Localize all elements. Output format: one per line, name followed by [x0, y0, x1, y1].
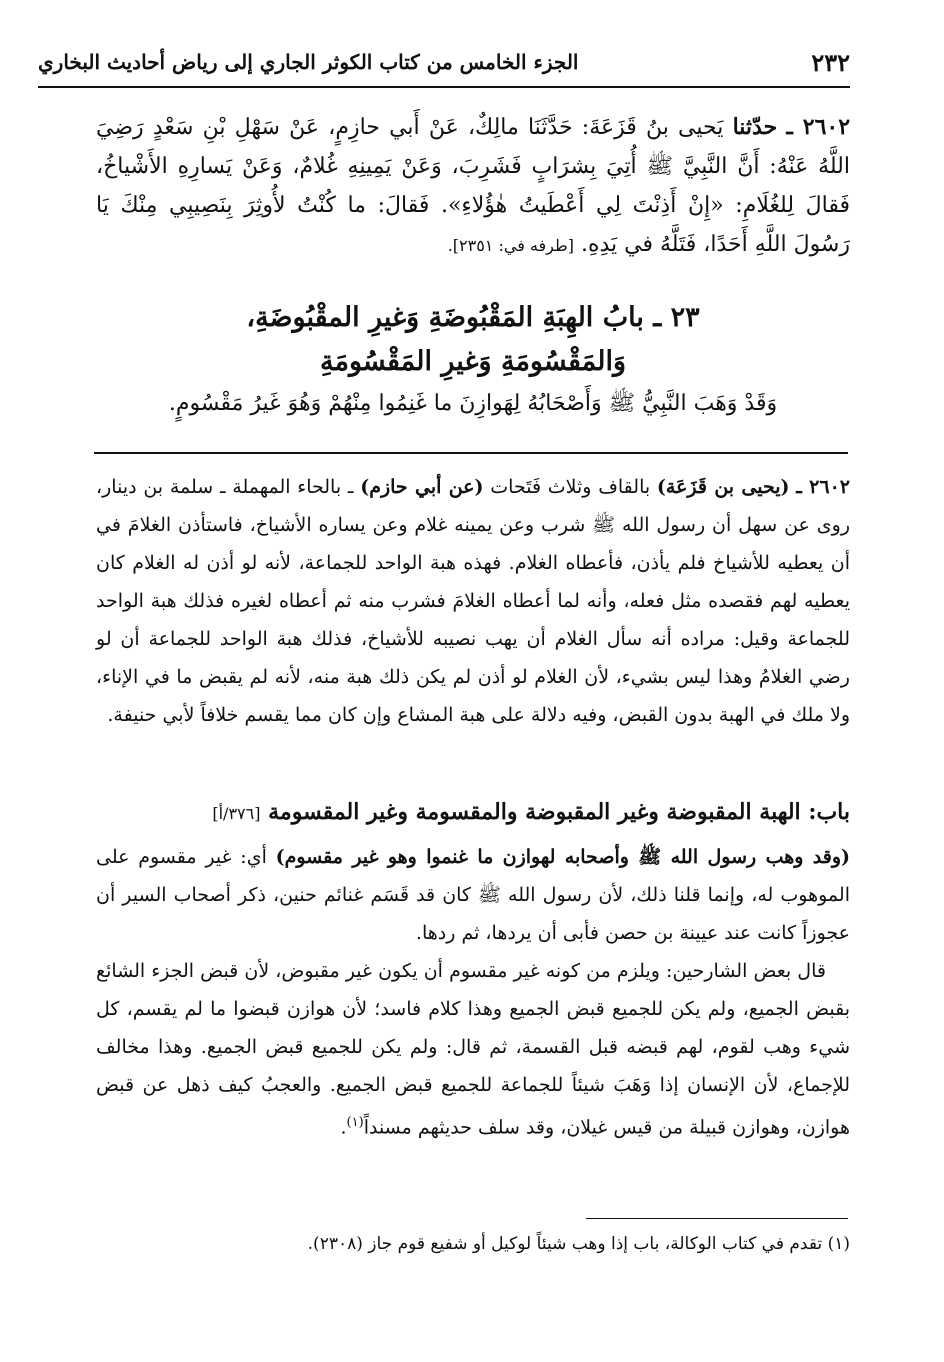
- hadith-text: [96, 108, 850, 265]
- quoted-text: (وقد وهب رسول الله ﷺ وأصحابه لهوازن ما غنموا وهو غير مقسوم): [275, 846, 850, 868]
- section-heading: [96, 793, 850, 833]
- commentary-text: بالقاف وثلاث فَتَحات: [490, 476, 651, 498]
- manuscript-ref: [٣٧٦/أ]: [212, 804, 261, 823]
- hadith-number: ٢٦٠٢ ـ: [786, 114, 851, 140]
- running-header: [38, 44, 850, 84]
- page-number: ٢٣٢: [811, 48, 850, 77]
- commentary-text: أي: غير مقسوم على الموهوب له، وإنما قلنا ذلك، لأن رسول الله ﷺ كان قد قَسَم غنائم حنين، ذكر أصحاب السير أن عجوزاً كانت عند عيينة بن حصن فأبى أن يردها، ثم ردها.: [96, 846, 850, 944]
- footnote-text: تقدم في كتاب الوكالة، باب إذا وهب شيئاً لوكيل أو شفيع قوم جاز (٢٣٠٨).: [307, 1234, 823, 1254]
- footnote-marker: (١): [346, 1115, 364, 1130]
- footnote: [96, 1228, 850, 1260]
- commentary-paragraph-3: قال بعض الشارحين: ويلزم من كونه غير مقسوم أن يكون غير مقبوض، لأن قبض الجزء الشائع بقبض الجميع، ولم يكن للجميع قبض الجميع وهذا كلام فاسد؛ لأن هوازن قبضوا ما لم يقسم، كل شيء وهب لقوم، لهم قبضه قبل القسمة، ثم قال: ولم يكن للجميع قبض الجميع. وهذا مخالف للإجماع، لأن الإنسان إذا وَهَبَ شيئاً للجماعة للجميع قبض الجميع. والعجبُ كيف ذهل عن قبض هوازن، وهوازن قبيلة من قيس غيلان، وقد سلف حديثهم مسنداً$^{(١)}$.: [96, 960, 850, 1139]
- commentary-text: قال بعض الشارحين: ويلزم من كونه غير مقسوم أن يكون غير مقبوض، لأن قبض الجزء الشائع بقبض الجميع، ولم يكن للجميع قبض الجميع وهذا كلام فاسد؛ لأن هوازن قبضوا ما لم يقسم، كل شيء وهب لقوم، لهم قبضه قبل القسمة، ثم قال: ولم يكن للجميع قبض الجميع. وهذا مخالف للإجماع، لأن الإنسان إذا وَهَبَ شيئاً للجماعة للجميع قبض الجميع. والعجبُ كيف ذهل عن قبض هوازن، وهوازن قبيلة من قيس غيلان، وقد سلف حديثهم مسنداً: [96, 960, 850, 1139]
- footnote-number: (١): [827, 1234, 850, 1254]
- commentary-number: ٢٦٠٢ ـ: [796, 476, 850, 498]
- section-divider: [94, 452, 848, 454]
- header-rule: [38, 86, 850, 88]
- running-title: الجزء الخامس من كتاب الكوثر الجاري إلى رياض أحاديث البخاري: [38, 50, 579, 74]
- hadith-body: يَحيى بنُ قَزَعَةَ: حَدَّثَنَا مالِكٌ، عَنْ أَبي حازِمٍ، عَنْ سَهْلِ بْنِ سَعْدٍ رَضِيَ اللَّهُ عَنْهُ: أَنَّ النَّبِيَّ ﷺ أُتِيَ بِشرَابٍ فَشَرِبَ، وَعَنْ يَمِينِهِ غُلامٌ، وَعَنْ يَسارِهِ الأَشْياخُ، فَقالَ لِلغُلَامِ: «إِنْ أَذِنْتَ لِي أَعْطَيتُ هٰؤُلاءِ». فَقالَ: ما كُنْتُ لأُوثِرَ بِنَصِيبِي مِنْكَ يَا رَسُولَ اللَّهِ أَحَدًا، فَتَلَّهُ في يَدِهِ.: [96, 115, 850, 257]
- chapter-subtitle: وَقَدْ وَهَبَ النَّبِيُّ ﷺ وَأَصْحَابُهُ لِهَوازِنَ ما غَنِمُوا مِنْهُمْ وَهُوَ غَيرُ مَقْسُومٍ.: [168, 391, 778, 416]
- section-heading-text: باب: الهبة المقبوضة وغير المقبوضة والمقسومة وغير المقسومة: [268, 799, 850, 825]
- commentary-text: ـ بالحاء المهملة ـ سلمة بن دينار، روى عن سهل أن رسول الله ﷺ شرب وعن يمينه غلام وعن يساره الأشياخ، فاستأذن الغلامَ في أن يعطيه للأشياخ فلم يأذن، فأعطاه الغلام. فهذه هبة الواحد للجماعة، لأنه لو أذن له الغلام كان يعطيه لهم فقصده مثل فعله، وأنه لما أعطاه الغلامَ فشرب منه ثم أعطاه لغيره فذلك هبة الواحد للجماعة وقيل: مراده أنه سأل الغلام أن يهب نصيبه للأشياخ، فذلك هبة الواحد للجماعة أن لو رضي الغلامُ وهذا ليس بشيء، لأن الغلام لو أذن لم يكن ذلك هبة منه، لأنه لم يقبض ما في الإناء، ولا ملك في الهبة بدون القبض، وفيه دلالة على هبة المشاع وإن كان مما يقسم خلافاً لأبي حنيفة.: [96, 476, 850, 726]
- chapter-title-line-1: ٢٣ ـ بابُ الهِبَةِ المَقْبُوضَةِ وَغيرِ المقْبُوضَةِ،: [246, 302, 700, 333]
- hadith-lead: حدّثنا: [732, 114, 778, 140]
- narrator-name: (يحيى بن قَزَعَة): [656, 476, 790, 498]
- narrator-name: (عن أبي حازم): [360, 476, 484, 498]
- footnote-rule: [586, 1218, 848, 1219]
- commentary-paragraph-2: [96, 838, 850, 952]
- chapter-title: [96, 296, 850, 384]
- chapter-title-line-2: وَالمَقْسُومَةِ وَغيرِ المَقْسُومَةِ: [320, 346, 626, 377]
- hadith-cross-ref: [طرفه في: ٢٣٥١].: [447, 236, 574, 255]
- commentary-paragraph-1: [96, 468, 850, 734]
